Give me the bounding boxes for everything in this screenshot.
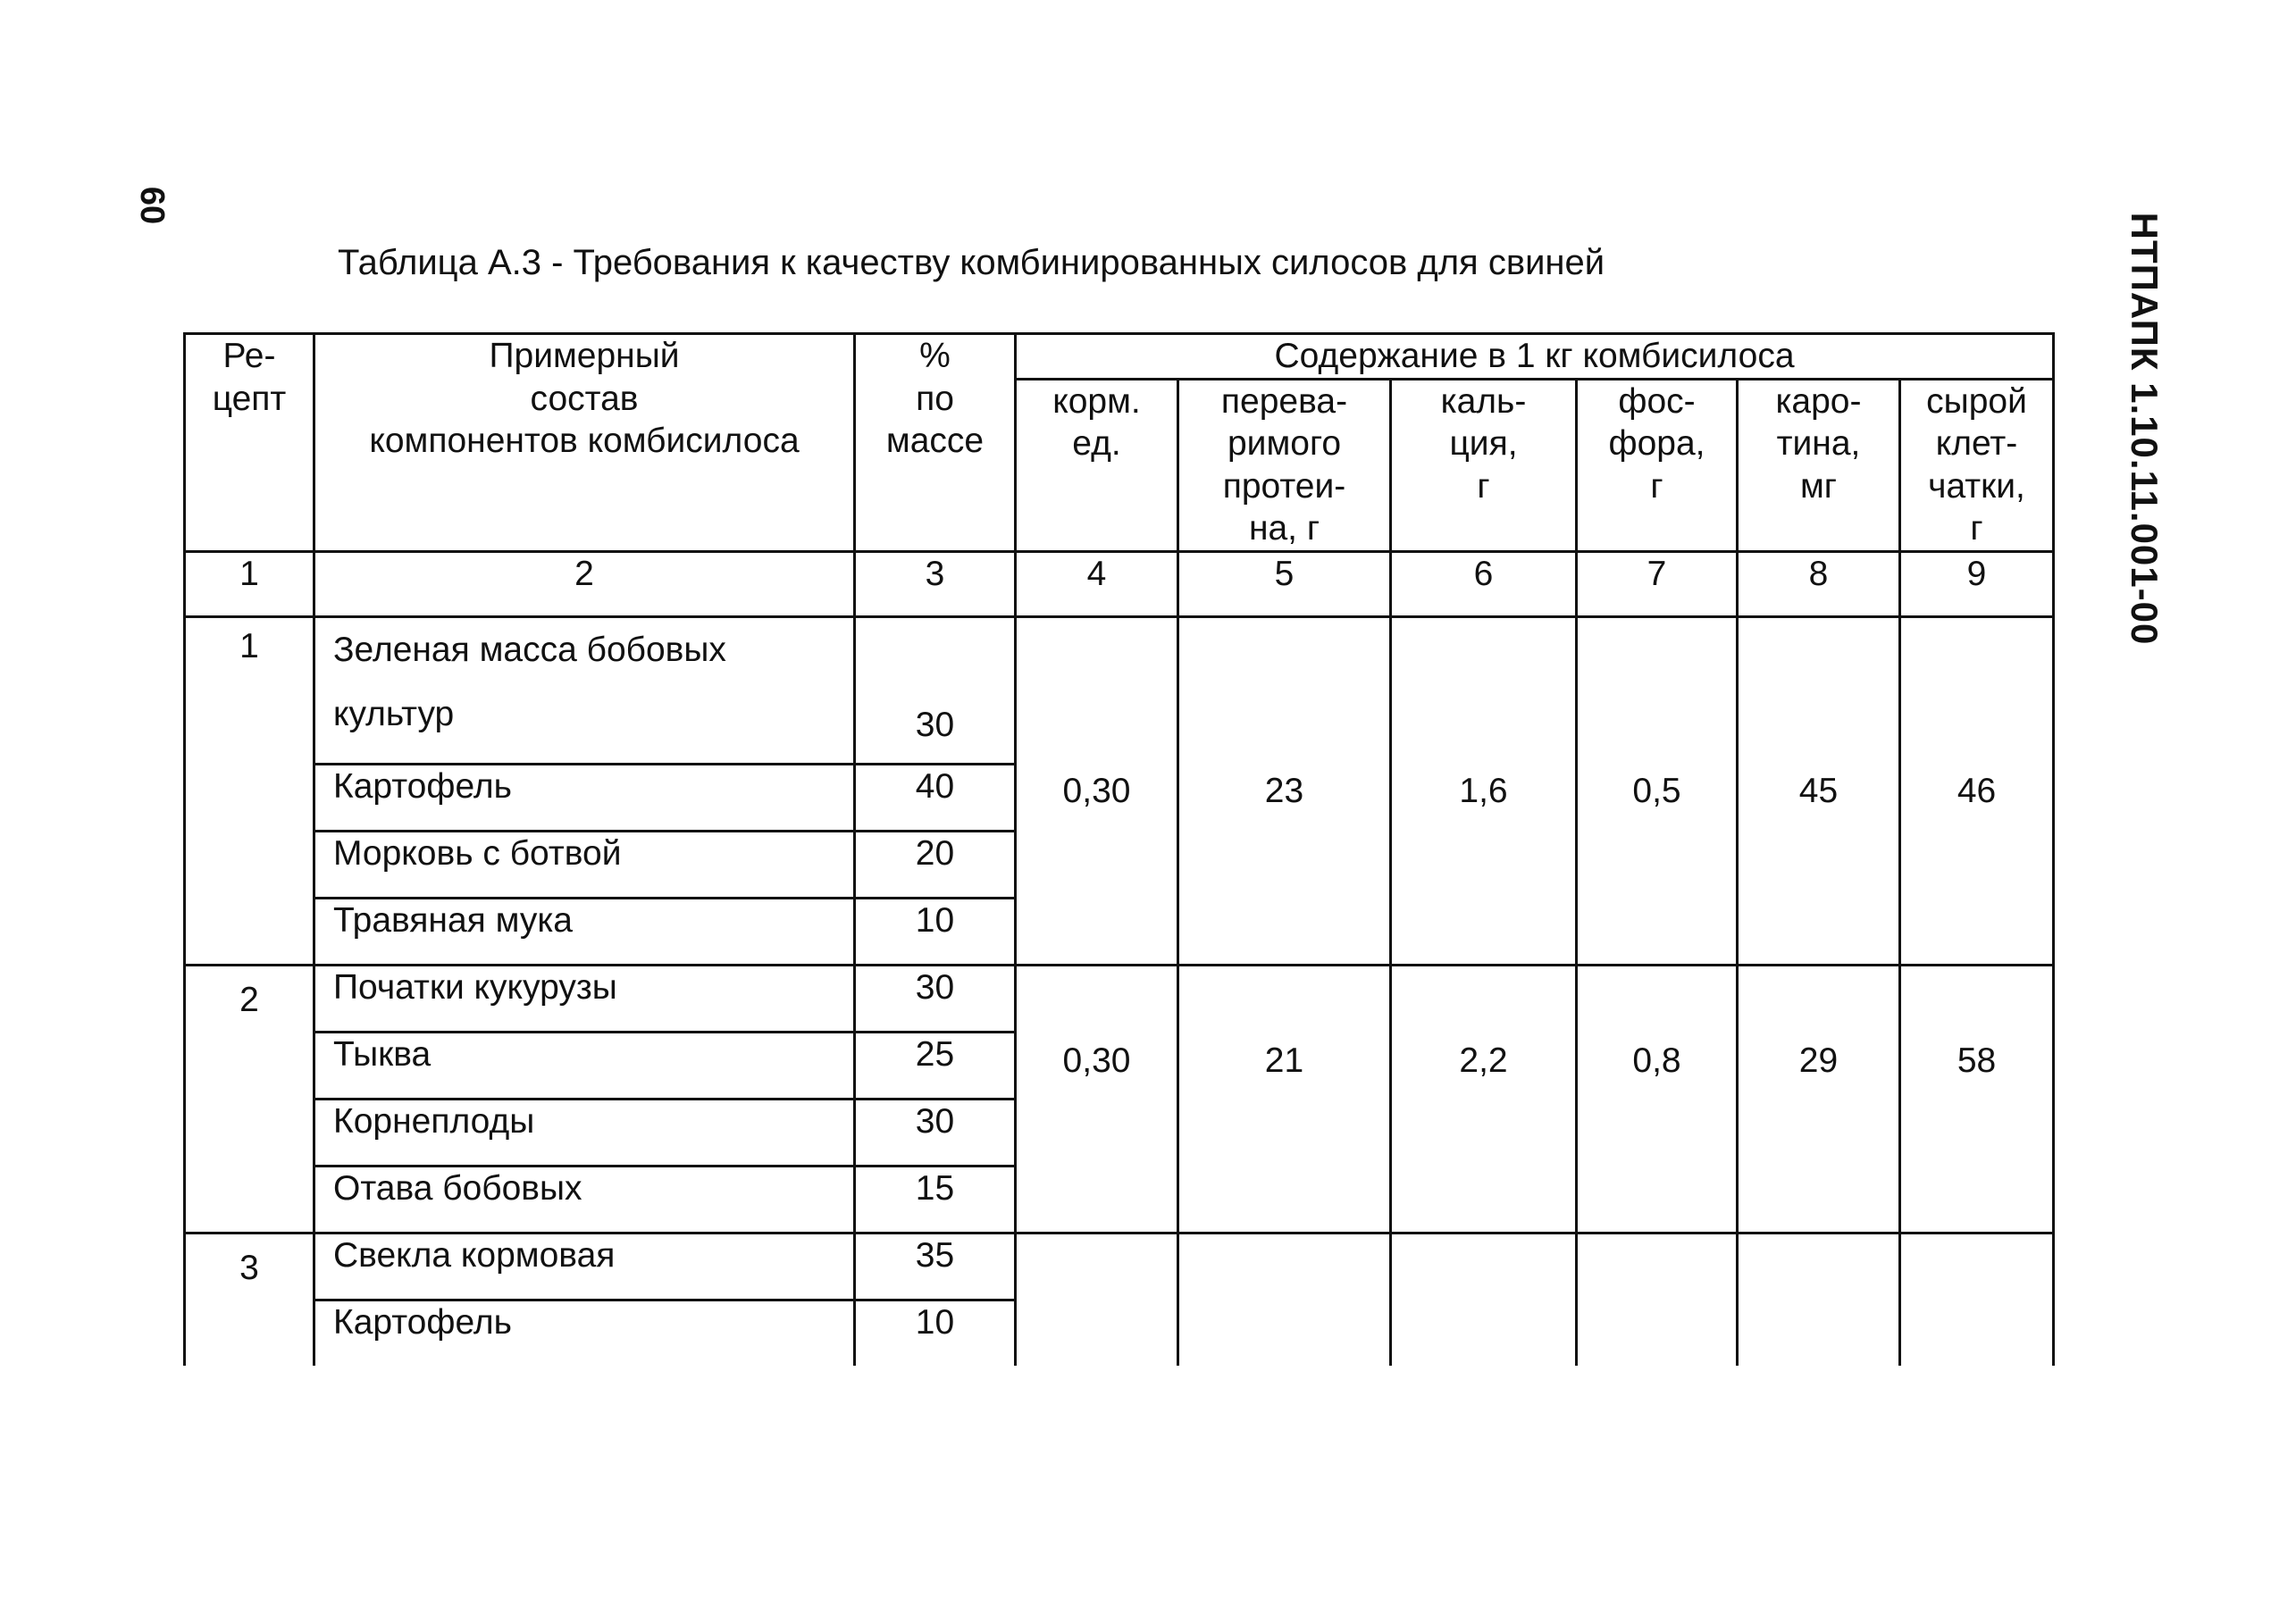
header-calcium: каль- ция, г: [1391, 379, 1577, 551]
component-percent: 35: [855, 1233, 1016, 1300]
column-number-row: [185, 551, 2054, 616]
column-number: 6: [1391, 551, 1577, 616]
column-number: 4: [1016, 551, 1178, 616]
column-number: 7: [1577, 551, 1738, 616]
component-name: Картофель: [314, 1300, 855, 1366]
carotene-value: [1738, 1233, 1900, 1366]
calcium-value: [1391, 1233, 1577, 1366]
recipe-id: 1: [185, 616, 314, 965]
component-name: Отава бобовых: [314, 1166, 855, 1233]
feed-units-value: [1016, 1233, 1178, 1366]
header-phosphorus: фос- фора, г: [1577, 379, 1738, 551]
recipe-id: 2: [185, 965, 314, 1233]
header-feed-units: корм. ед.: [1016, 379, 1178, 551]
component-percent: 30: [855, 1099, 1016, 1166]
phosphorus-value: [1577, 1233, 1738, 1366]
phosphorus-value: 0,5: [1577, 616, 1738, 965]
table-row: [185, 1233, 2054, 1300]
component-name: Свекла кормовая: [314, 1233, 855, 1300]
column-number: 2: [314, 551, 855, 616]
calcium-value: 2,2: [1391, 965, 1577, 1233]
component-name: Морковь с ботвой: [314, 831, 855, 898]
header-fiber: сырой клет- чатки, г: [1900, 379, 2054, 551]
carotene-value: 45: [1738, 616, 1900, 965]
table-body: [185, 334, 2054, 1366]
protein-value: 21: [1178, 965, 1391, 1233]
header-content-group: Содержание в 1 кг комбисилоса: [1016, 334, 2054, 380]
component-percent: 10: [855, 898, 1016, 965]
fiber-value: [1900, 1233, 2054, 1366]
header-carotene: каро- тина, мг: [1738, 379, 1900, 551]
component-percent: 30: [855, 616, 1016, 764]
document-code: НТПАПК 1.10.11.001-00: [2124, 212, 2166, 646]
header-row: [185, 334, 2054, 380]
header-protein: перева- римого протеи- на, г: [1178, 379, 1391, 551]
component-name: Корнеплоды: [314, 1099, 855, 1166]
column-number: 3: [855, 551, 1016, 616]
fiber-value: 46: [1900, 616, 2054, 965]
component-percent: 20: [855, 831, 1016, 898]
component-name: Початки кукурузы: [314, 965, 855, 1032]
table-caption: Таблица А.3 - Требования к качеству комбинированных силосов для свиней: [338, 243, 1605, 282]
header-recipe: Ре- цепт: [185, 334, 314, 552]
component-percent: 10: [855, 1300, 1016, 1366]
silage-quality-table: [183, 332, 2055, 1366]
component-name: Зеленая масса бобовых культур: [314, 616, 855, 764]
carotene-value: 29: [1738, 965, 1900, 1233]
component-name: Тыква: [314, 1032, 855, 1099]
recipe-id: 3: [185, 1233, 314, 1366]
header-percent: % по массе: [855, 334, 1016, 552]
page-number: 60: [133, 186, 172, 225]
phosphorus-value: 0,8: [1577, 965, 1738, 1233]
column-number: 1: [185, 551, 314, 616]
column-number: 9: [1900, 551, 2054, 616]
feed-units-value: 0,30: [1016, 616, 1178, 965]
feed-units-value: 0,30: [1016, 965, 1178, 1233]
component-percent: 40: [855, 764, 1016, 831]
calcium-value: 1,6: [1391, 616, 1577, 965]
header-composition: Примерный состав компонентов комбисилоса: [314, 334, 855, 552]
table-row: [185, 965, 2054, 1032]
component-name: Травяная мука: [314, 898, 855, 965]
column-number: 8: [1738, 551, 1900, 616]
table-row: [185, 616, 2054, 764]
component-percent: 30: [855, 965, 1016, 1032]
component-name: Картофель: [314, 764, 855, 831]
protein-value: 23: [1178, 616, 1391, 965]
protein-value: [1178, 1233, 1391, 1366]
fiber-value: 58: [1900, 965, 2054, 1233]
column-number: 5: [1178, 551, 1391, 616]
component-percent: 25: [855, 1032, 1016, 1099]
component-percent: 15: [855, 1166, 1016, 1233]
